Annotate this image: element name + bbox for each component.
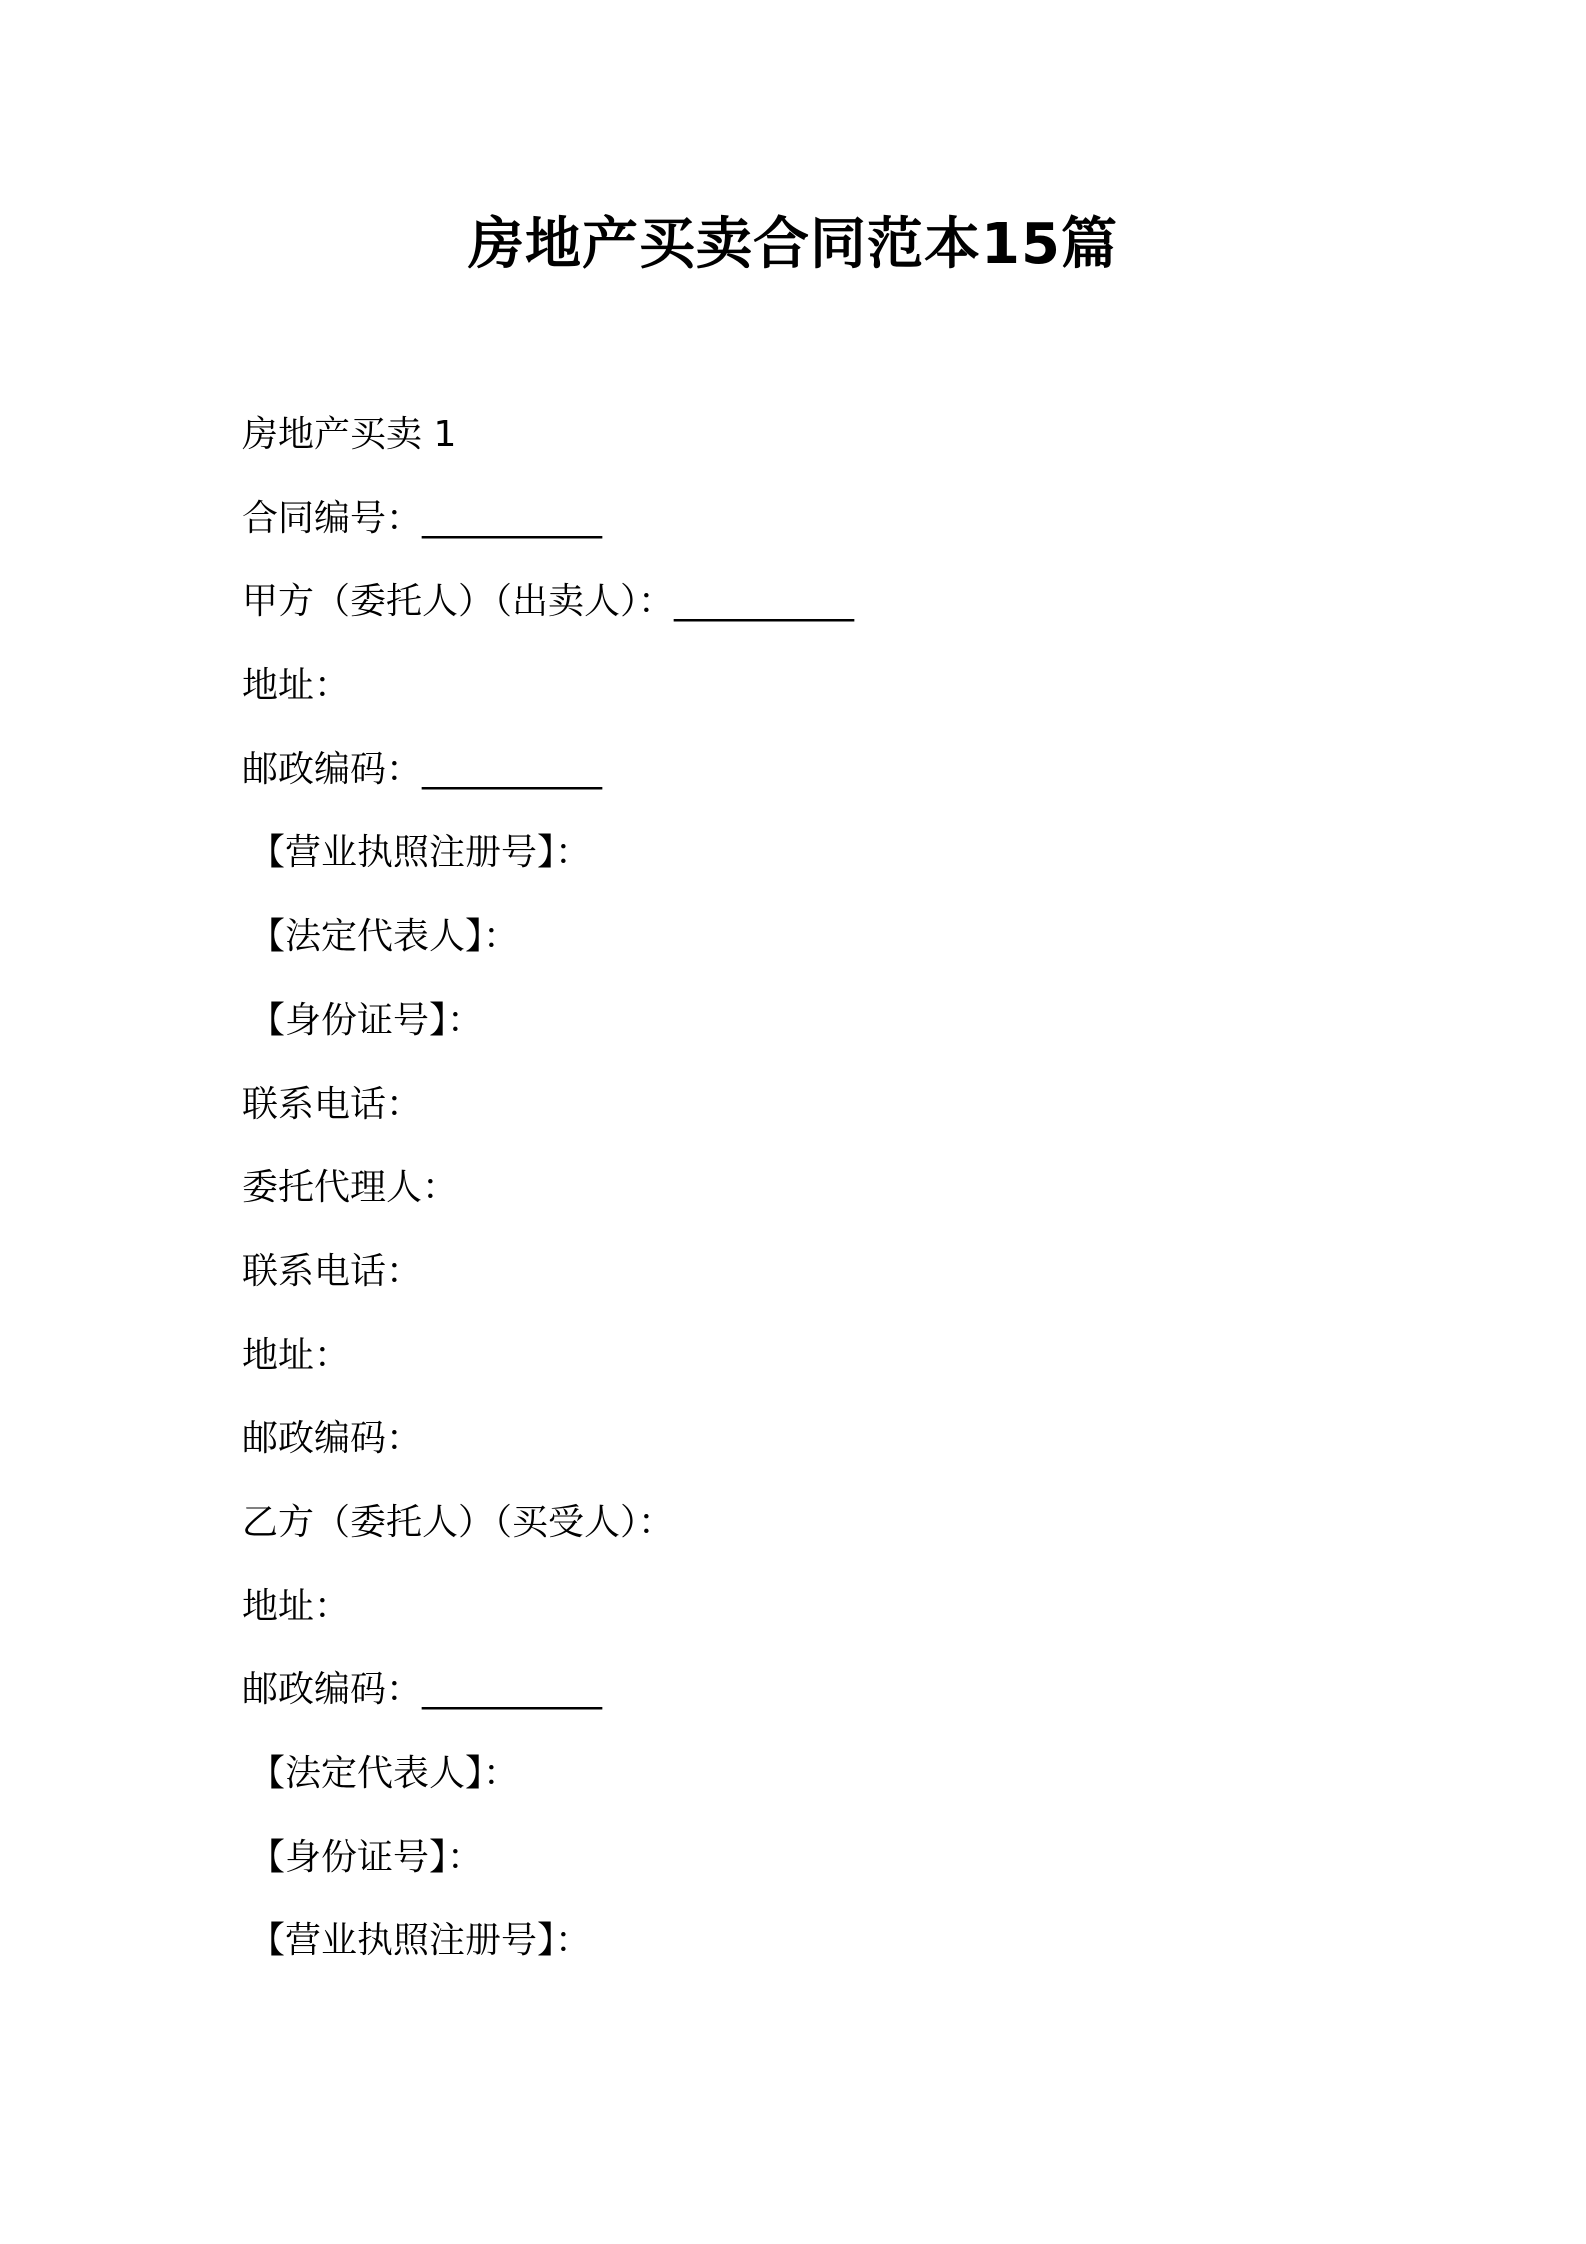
- party-a-id-number-field: 【身份证号】：: [249, 999, 484, 1041]
- document-title: 房地产买卖合同范本15篇: [468, 212, 1118, 277]
- party-b-id-number-field: 【身份证号】：: [249, 1836, 484, 1878]
- party-b-postcode-field: 邮政编码：__________: [242, 1669, 603, 1711]
- party-b-legal-representative-field: 【法定代表人】：: [249, 1753, 520, 1794]
- party-b-address-field: 地址：: [242, 1585, 351, 1627]
- party-b-field: 乙方（委托人）（买受人）：: [242, 1501, 675, 1543]
- party-a-address-field: 地址：: [242, 665, 351, 707]
- party-a-field: 甲方（委托人）（出卖人）：__________: [242, 581, 855, 623]
- party-b-business-license-field: 【营业执照注册号】：: [249, 1920, 592, 1962]
- party-a-legal-representative-field: 【法定代表人】：: [249, 916, 520, 958]
- party-a-business-license-field: 【营业执照注册号】：: [249, 832, 592, 874]
- agent-postcode-field: 邮政编码：: [242, 1418, 423, 1460]
- agent-address-field: 地址：: [242, 1334, 351, 1376]
- section-heading: 房地产买卖 1: [242, 414, 457, 455]
- contract-number-field: 合同编号：__________: [242, 497, 603, 539]
- party-a-phone-field: 联系电话：: [242, 1083, 423, 1125]
- agent-phone-field: 联系电话：: [242, 1250, 423, 1292]
- party-a-postcode-field: 邮政编码：__________: [242, 748, 603, 790]
- contract-fields: [242, 402, 1402, 1992]
- agent-field: 委托代理人：: [242, 1167, 459, 1209]
